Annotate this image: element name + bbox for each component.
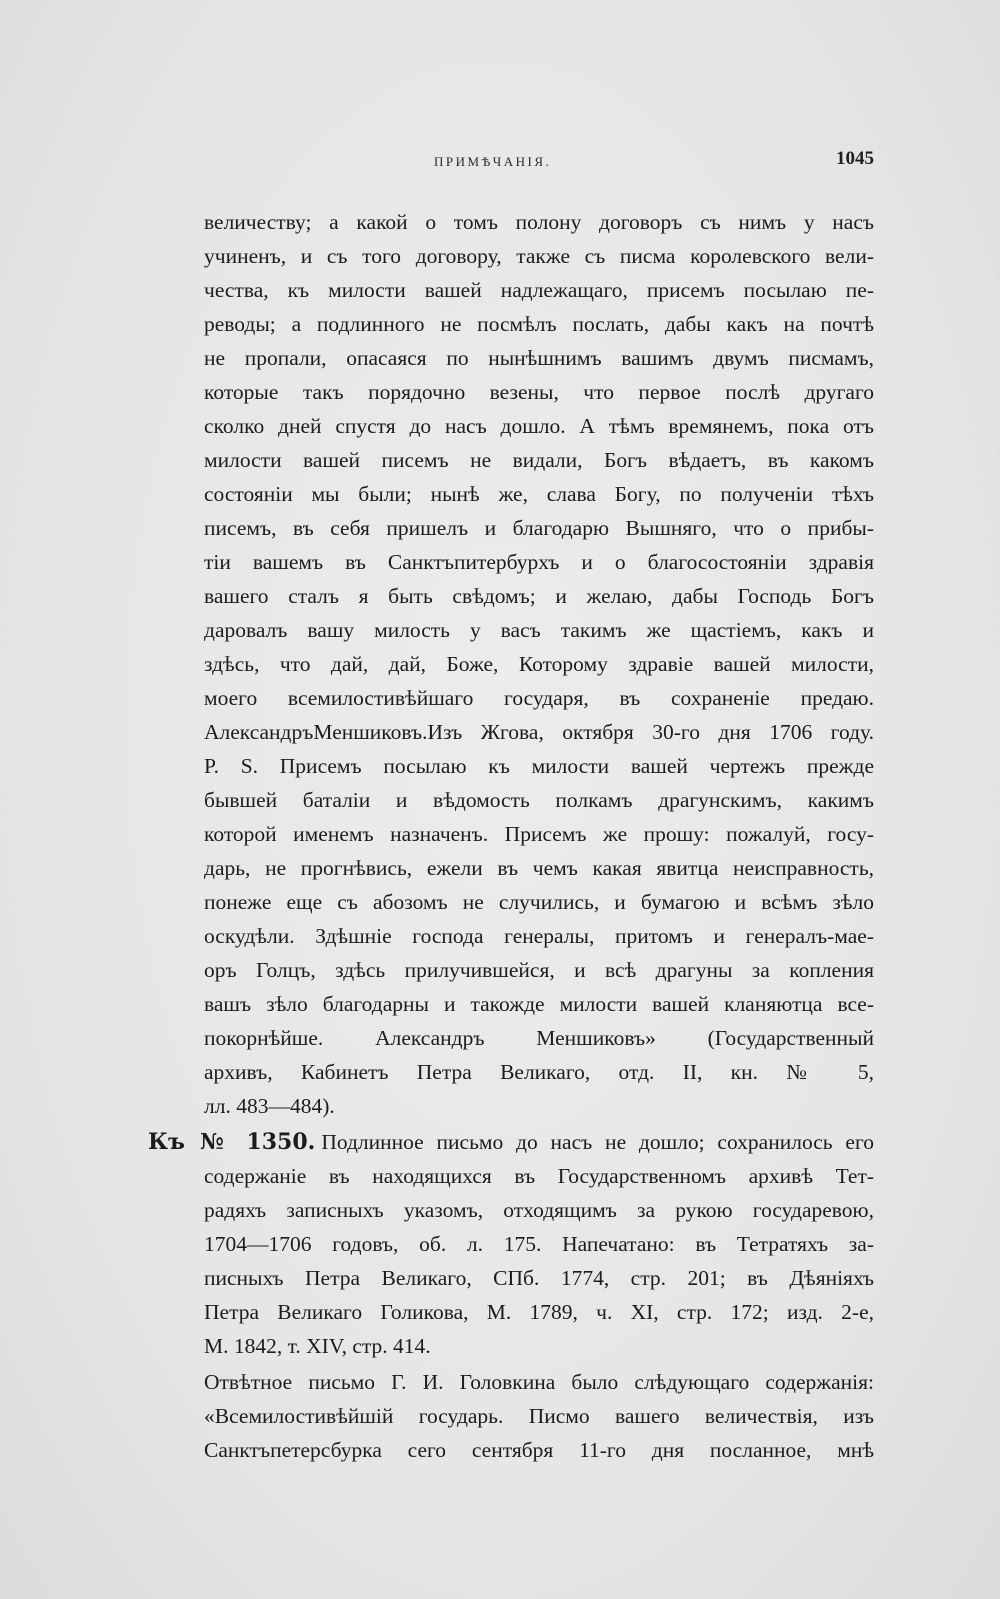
text-line: бывшей баталіи и вѣдомость полкамъ драгунскимъ, какимъ	[204, 788, 874, 812]
text-line: состояніи мы были; нынѣ же, слава Богу, по полученіи тѣхъ	[204, 482, 874, 506]
text-line: которые такъ порядочно везены, что первое послѣ другаго	[204, 380, 874, 404]
entry-line: Санктъпетерсбурка сего сентября 11-го дня посланное, мнѣ	[204, 1438, 874, 1462]
text-line: чества, къ милости вашей надлежащаго, присемъ посылаю пе-	[204, 278, 874, 302]
entry-line: содержаніе въ находящихся въ Государственномъ архивѣ Тет-	[204, 1164, 874, 1188]
text-line: тіи вашемъ въ Санктъпитербурхъ и о благосостояніи здравія	[204, 550, 874, 574]
text-line: учиненъ, и съ того договору, также съ писма королевского вели-	[204, 244, 874, 268]
entry-line: Отвѣтное письмо Г. И. Головкина было слѣдующаго содержанія:	[204, 1370, 874, 1394]
entry-line: радяхъ записныхъ указомъ, отходящимъ за рукою государевою,	[204, 1198, 874, 1222]
text-line: реводы; а подлинного не посмѣлъ послать, дабы какъ на почтѣ	[204, 312, 874, 336]
text-line: даровалъ вашу милость у васъ такимъ же щастіемъ, какъ и	[204, 618, 874, 642]
text-line: P. S. Присемъ посылаю къ милости вашей чертежъ прежде	[204, 754, 874, 778]
entry-line: М. 1842, т. XIV, стр. 414.	[204, 1334, 431, 1358]
text-line: сколко дней спустя до насъ дошло. А тѣмъ времянемъ, пока отъ	[204, 414, 874, 438]
text-line: величеству; а какой о томъ полону договоръ съ нимъ у насъ	[204, 210, 874, 234]
text-line: которой именемъ назначенъ. Присемъ же прошу: пожалуй, госу-	[204, 822, 874, 846]
text-line: АлександръМеншиковъ.Изъ Жгова, октября 30-го дня 1706 году.	[204, 720, 874, 744]
text-line: архивъ, Кабинетъ Петра Великаго, отд. II, кн. № 5,	[204, 1060, 874, 1084]
text-line: покорнѣйше. Александръ Меншиковъ» (Государственный	[204, 1026, 874, 1050]
entry-line: «Всемилостивѣйшій государь. Писмо вашего величествія, изъ	[204, 1404, 874, 1428]
text-line: здѣсь, что дай, дай, Боже, Которому здравіе вашей милости,	[204, 652, 874, 676]
entry-heading: Къ № 1350.	[148, 1129, 316, 1155]
text-line: вашего сталъ я быть свѣдомъ; и желаю, дабы Господь Богъ	[204, 584, 874, 608]
running-title: ПРИМѢЧАНІЯ.	[434, 154, 552, 169]
text-line: моего всемилостивѣйшаго государя, въ сохраненіе предаю.	[204, 686, 874, 710]
text-line: дарь, не прогнѣвись, ежели въ чемъ какая явитца неисправность,	[204, 856, 874, 880]
entry-line: Петра Великаго Голикова, М. 1789, ч. XI, стр. 172; изд. 2-е,	[204, 1300, 874, 1324]
entry-first-line	[148, 1124, 874, 1160]
text-line: оръ Голцъ, здѣсь прилучившейся, и всѣ драгуны за копления	[204, 958, 874, 982]
entry-first-line-text: Подлинное письмо до насъ не дошло; сохранилось его	[321, 1130, 874, 1154]
text-line: оскудѣли. Здѣшніе господа генералы, притомъ и генералъ-мае-	[204, 924, 874, 948]
entry-line: 1704—1706 годовъ, об. л. 175. Напечатано: въ Тетратяхъ за-	[204, 1232, 874, 1256]
text-line: лл. 483—484).	[204, 1094, 335, 1118]
text-line: милости вашей писемъ не видали, Богъ вѣдаетъ, въ какомъ	[204, 448, 874, 472]
text-line: не пропали, опасаяся по нынѣшнимъ вашимъ двумъ писмамъ,	[204, 346, 874, 370]
page-number: 1045	[836, 148, 874, 169]
text-line: вашъ зѣло благодарны и такожде милости вашей кланяютца все-	[204, 992, 874, 1016]
text-line: писемъ, въ себя пришелъ и благодарю Вышняго, что о прибы-	[204, 516, 874, 540]
text-line: понеже еще съ абозомъ не случились, и бумагою и всѣмъ зѣло	[204, 890, 874, 914]
entry-line: писныхъ Петра Великаго, СПб. 1774, стр. 201; въ Дѣяніяхъ	[204, 1266, 874, 1290]
running-head	[0, 148, 1000, 178]
